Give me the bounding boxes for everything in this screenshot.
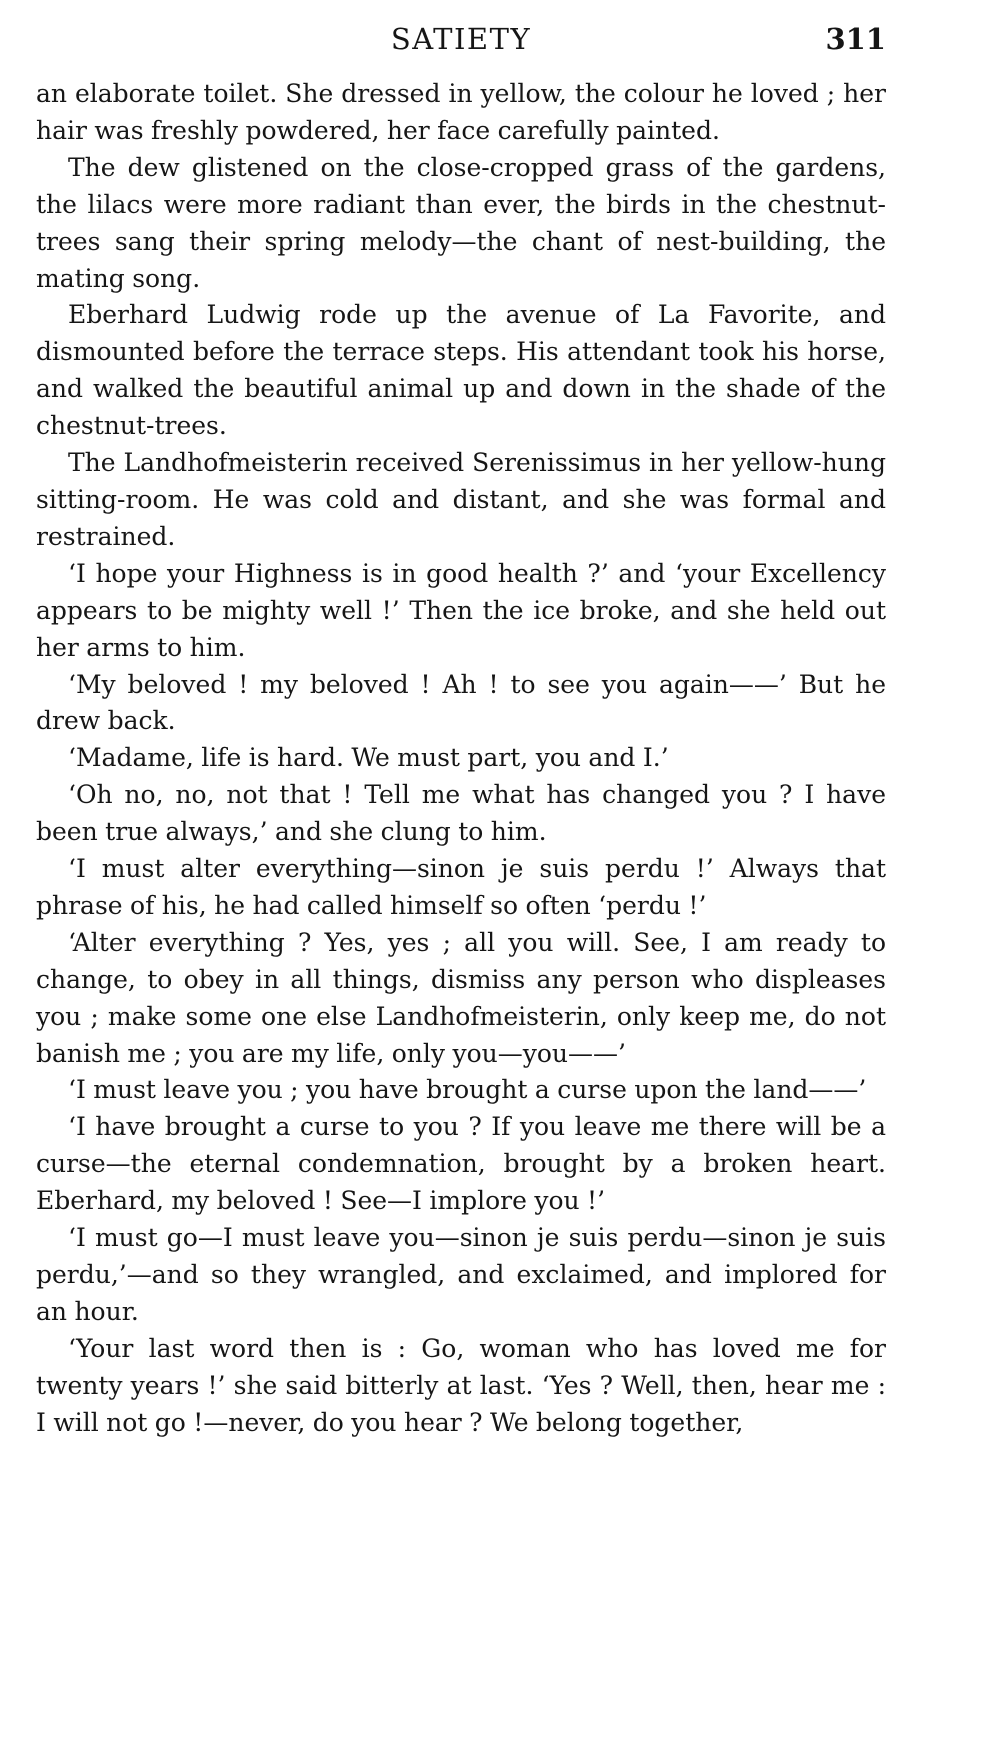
paragraph: ‘My beloved ! my beloved ! Ah ! to see you again——’ But he drew back. (36, 669, 886, 736)
paragraph: ‘I hope your Highness is in good health ?’ and ‘your Excellency appears to be mighty well !’ Then the ice broke, and she held out her arms to him. (36, 558, 886, 662)
paragraph: ‘I must leave you ; you have brought a curse upon the land——’ (68, 1075, 867, 1105)
running-head (36, 22, 886, 62)
paragraph: The Landhofmeisterin received Serenissimus in her yellow-hung sitting-room. He was cold and distant, and she was formal and restrained. (36, 448, 886, 551)
paragraph: ‘Your last word then is : Go, woman who has loved me for twenty years !’ she said bitterly at last. ‘Yes ? Well, then, hear me : I will not go !—never, do you hear ? We belong together, (36, 1333, 886, 1437)
paragraph: ‘I must alter everything—sinon je suis perdu !’ Always that phrase of his, he had called himself so often ‘perdu !’ (36, 854, 886, 920)
chapter-title: SATIETY (390, 22, 532, 56)
paragraph: ‘Madame, life is hard. We must part, you and I.’ (68, 743, 669, 773)
book-page (36, 22, 886, 1442)
body-text (36, 76, 886, 1442)
paragraph: ‘I have brought a curse to you ? If you leave me there will be a curse—the eternal condemnation, brought by a broken heart. Eberhard, my beloved ! See—I implore you !’ (36, 1112, 886, 1216)
paragraph: ‘Alter everything ? Yes, yes ; all you will. See, I am ready to change, to obey in all things, dismiss any person who displeases you ; make some one else Landhofmeisterin, only keep me, do not banish me ; you are my life, only you—you——’ (36, 927, 886, 1068)
paragraph: Eberhard Ludwig rode up the avenue of La Favorite, and dismounted before the terrace steps. His attendant took his horse, and walked the beautiful animal up and down in the shade of the chestnut-trees. (36, 300, 886, 441)
paragraph: ‘Oh no, no, not that ! Tell me what has changed you ? I have been true always,’ and she clung to him. (36, 780, 886, 847)
paragraph: ‘I must go—I must leave you—sinon je suis perdu—sinon je suis perdu,’—and so they wrangled, and exclaimed, and implored for an hour. (36, 1223, 886, 1326)
page-number: 311 (825, 22, 886, 56)
paragraph: The dew glistened on the close-cropped grass of the gardens, the lilacs were more radiant than ever, the birds in the chestnut-trees sang their spring melody—the chant of nest-building, the mating song. (36, 152, 886, 293)
paragraph-continued: an elaborate toilet. She dressed in yellow, the colour he loved ; her hair was freshly powdered, her face carefully painted. (36, 79, 886, 145)
